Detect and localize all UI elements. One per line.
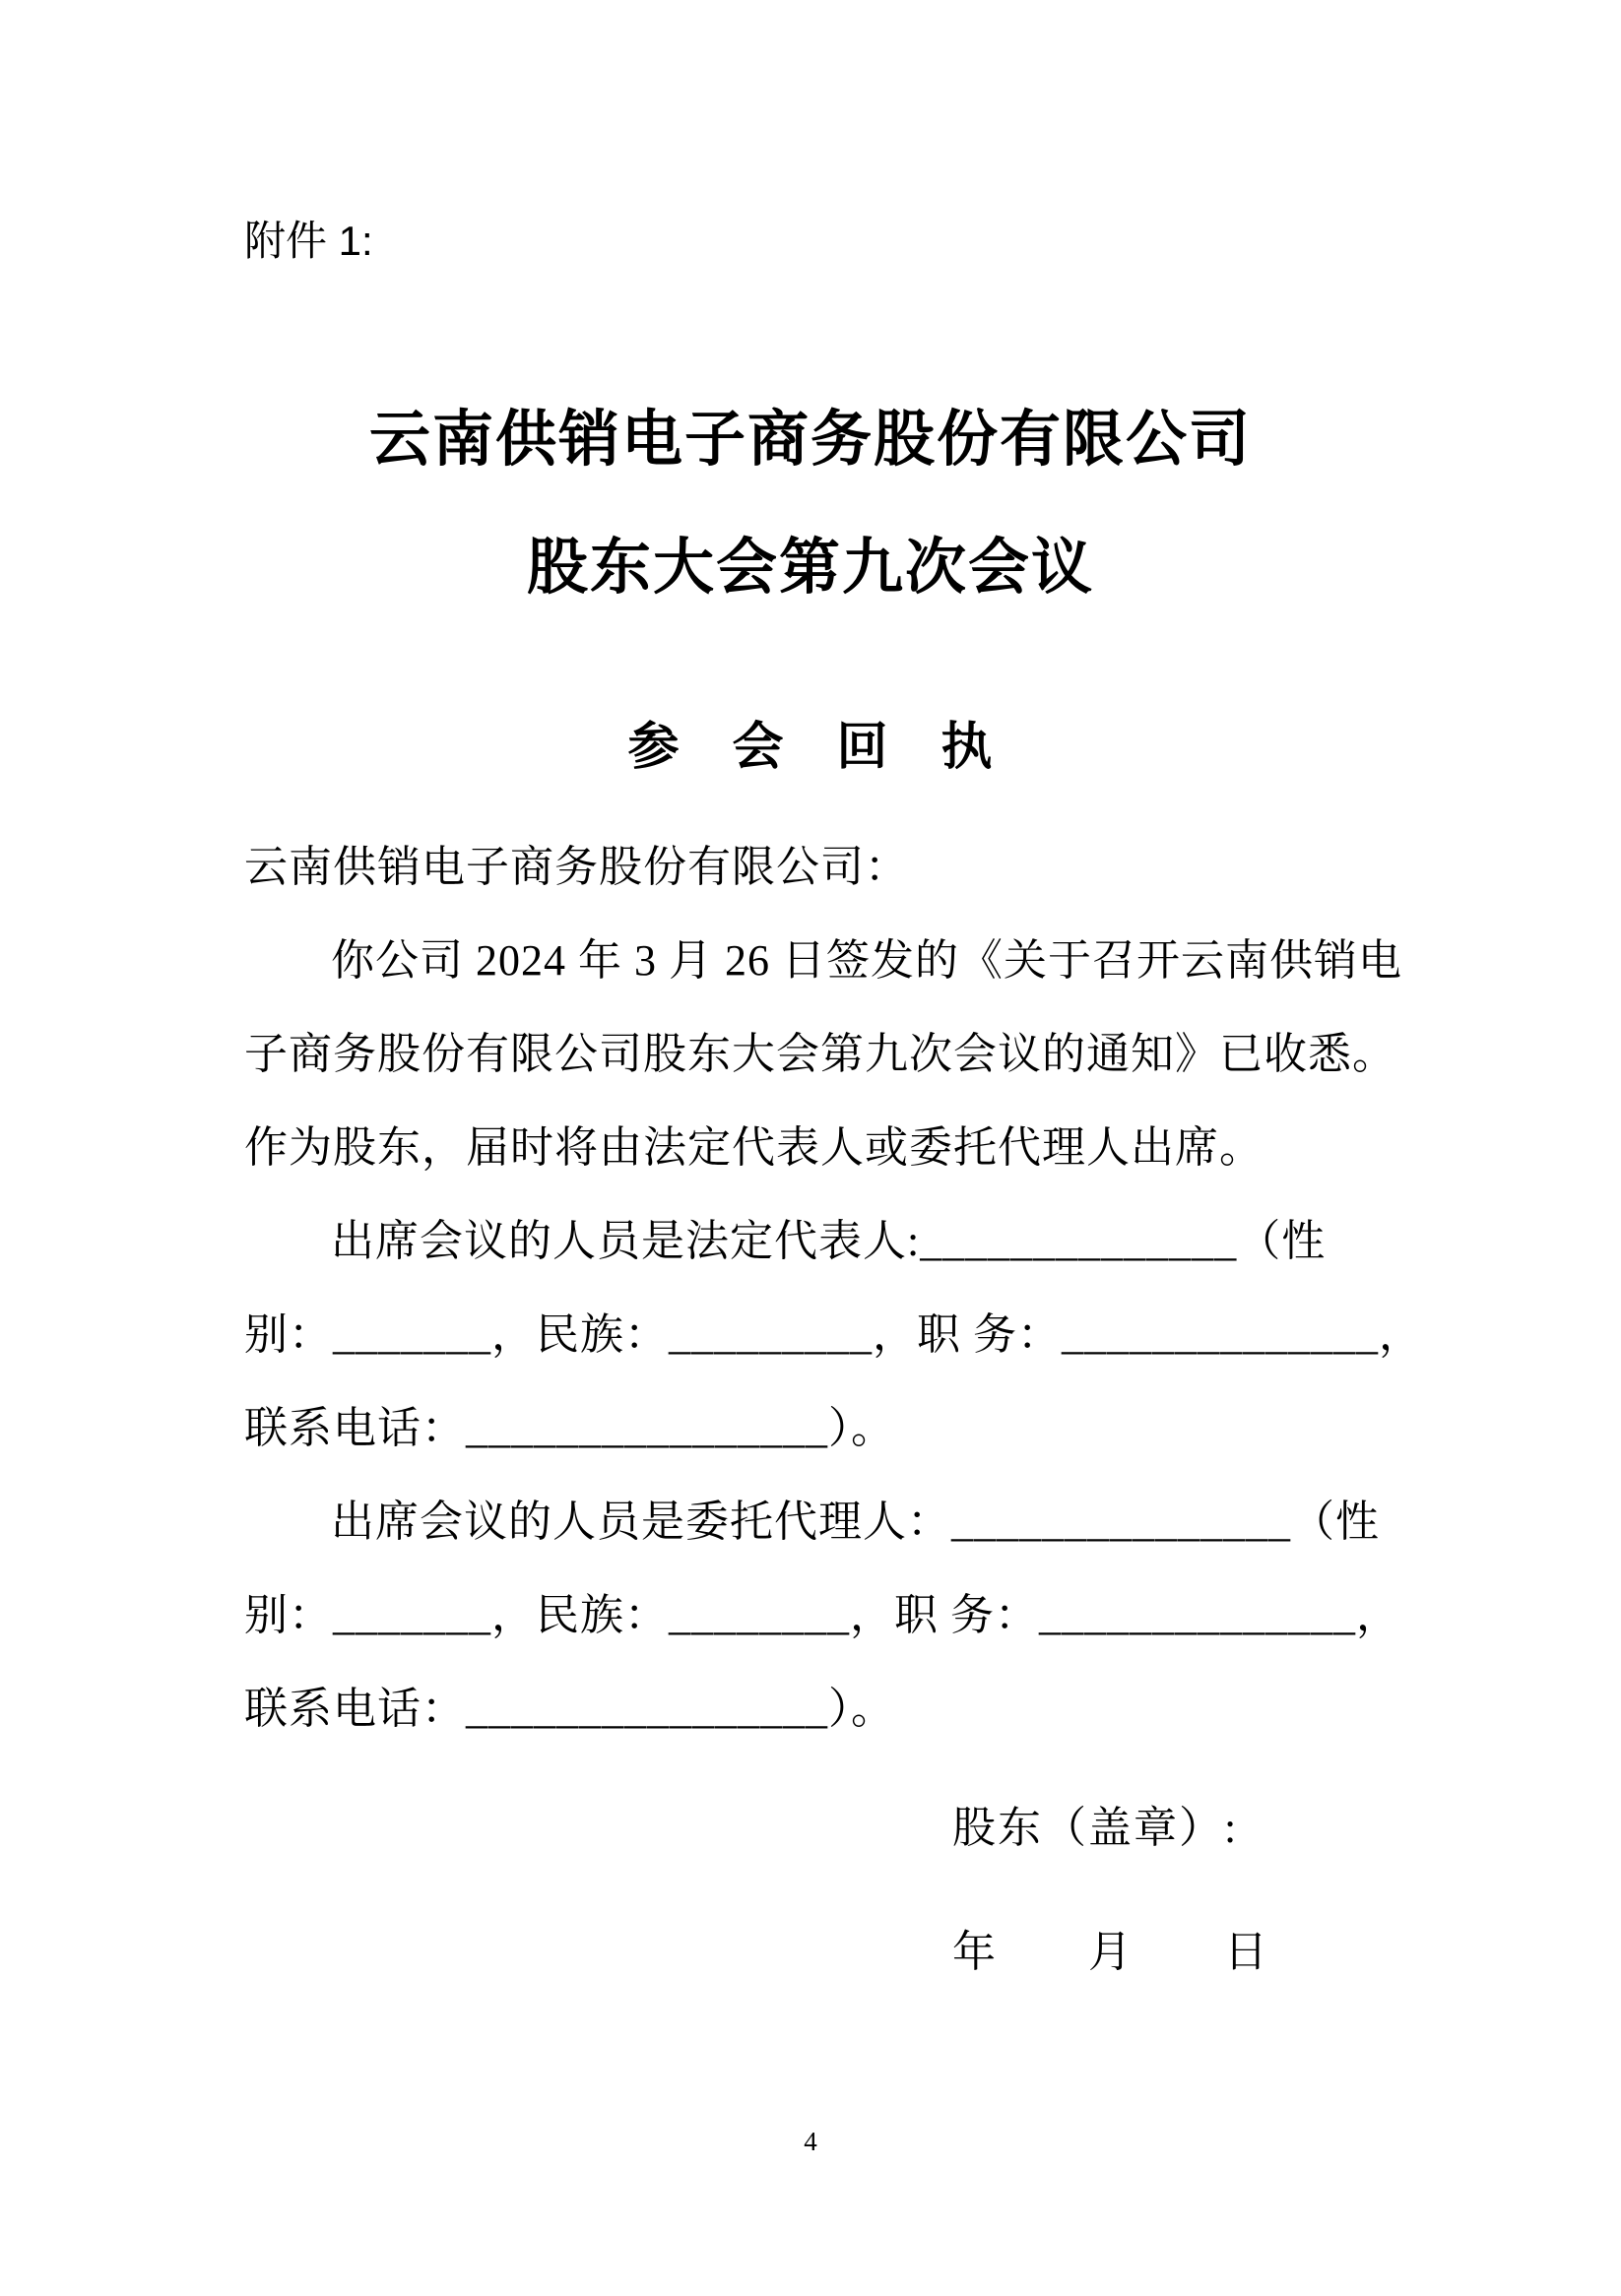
body-line-gender-ethnicity-position-blank: 别：_______，民族：________，职 务：______________， xyxy=(244,1591,1400,1639)
shareholder-seal-line: 股东（盖章）: xyxy=(952,1804,1239,1852)
body-line-legal-representative-blank: 出席会议的人员是法定代表人:______________（性 xyxy=(331,1217,1327,1265)
body-line-gender-ethnicity-position-blank: 别：_______，民族：_________，职 务：______________， xyxy=(244,1310,1423,1359)
attachment-label: 附件 1: xyxy=(244,218,373,264)
body-line-contact-phone-blank: 联系电话：________________）。 xyxy=(244,1404,895,1452)
date-line: 年 月 日 xyxy=(952,1928,1269,1976)
document-title-company: 云南供销电子商务股份有限公司 xyxy=(368,407,1252,474)
body-line-contact-phone-blank: 联系电话：________________）。 xyxy=(244,1685,895,1733)
body-line: 作为股东，届时将由法定代表人或委托代理人出席。 xyxy=(244,1123,1264,1172)
page-number: 4 xyxy=(804,2127,817,2156)
document-title-meeting: 股东大会第九次会议 xyxy=(526,535,1094,602)
salutation-line: 云南供销电子商务股份有限公司： xyxy=(244,843,909,891)
body-line: 子商务股份有限公司股东大会第九次会议的通知》已收悉。 xyxy=(244,1030,1396,1078)
document-subtitle-reply-slip: 参 会 回 执 xyxy=(627,720,994,776)
body-line-entrusted-agent-blank: 出席会议的人员是委托代理人：_______________（性 xyxy=(331,1498,1380,1546)
body-line: 你公司 2024 年 3 月 26 日签发的《关于召开云南供销电 xyxy=(331,936,1402,985)
